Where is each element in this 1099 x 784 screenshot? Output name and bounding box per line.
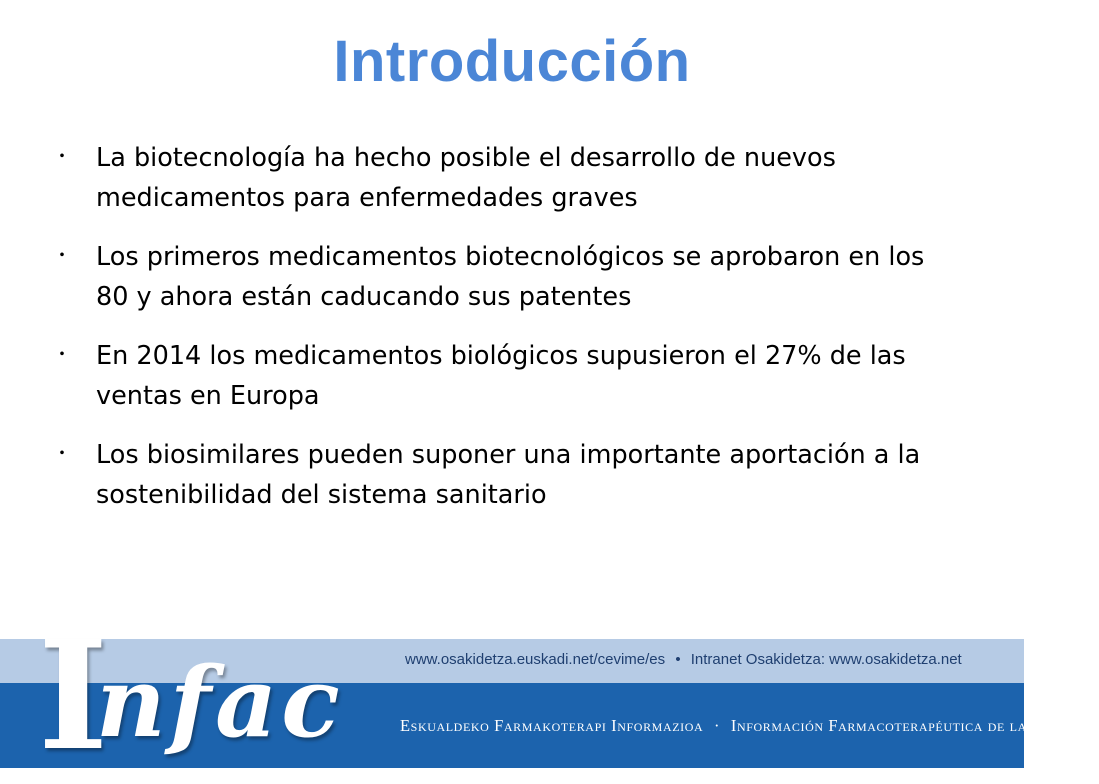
bullet-item (54, 435, 964, 515)
bullet-marker: ･ (57, 441, 67, 465)
footer-info-basque: Eskualdeko Farmakoterapi Informazioa (400, 716, 704, 735)
cevime-link[interactable]: www.osakidetza.euskadi.net/cevime/es (405, 651, 666, 668)
bullet-list (54, 138, 964, 534)
footer-links (405, 651, 962, 668)
logo-wordmark: nfac (96, 646, 344, 759)
bullet-marker: ･ (57, 243, 67, 267)
footer-band (0, 608, 1099, 784)
logo-initial: I (38, 608, 109, 784)
bullet-text: La biotecnología ha hecho posible el desarrollo de nuevos medicamentos para enfermedades graves (96, 143, 836, 213)
bullet-marker: ･ (57, 342, 67, 366)
bullet-item (54, 138, 964, 218)
bullet-item (54, 237, 964, 317)
bullet-item (54, 336, 964, 416)
footer-info-spanish: Información Farmacoterapéutica de la Comarca (730, 716, 1099, 735)
footer-info-line (400, 716, 1099, 736)
bullet-text: Los biosimilares pueden suponer una importante aportación a la sostenibilidad del sistema sanitario (96, 440, 921, 510)
slide-title: Introducción (333, 29, 691, 94)
intranet-link[interactable]: Intranet Osakidetza: www.osakidetza.net (690, 651, 962, 668)
bullet-text: En 2014 los medicamentos biológicos supusieron el 27% de las ventas en Europa (96, 341, 906, 411)
footer-separator: • (675, 651, 681, 668)
infac-logo (38, 608, 344, 784)
bullet-marker: ･ (57, 144, 67, 168)
bullet-text: Los primeros medicamentos biotecnológicos se aprobaron en los 80 y ahora están caducando sus patentes (96, 242, 925, 312)
footer-info-separator: · (714, 716, 721, 735)
